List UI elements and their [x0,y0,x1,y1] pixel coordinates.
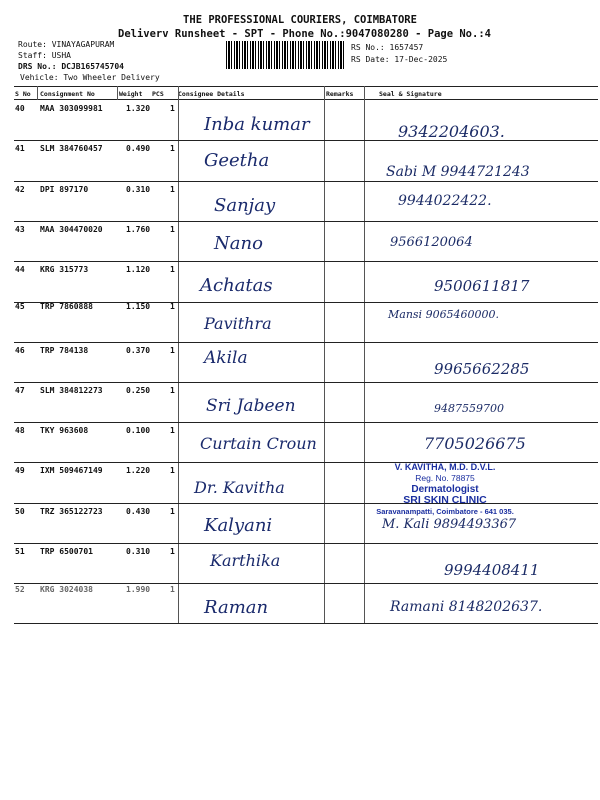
row-consignment-no: SLM 384760457 [40,144,103,153]
row-seal-signature: 9500611817 [434,277,530,295]
table-row [14,342,598,382]
row-consignee-handwriting: Dr. Kavitha [194,478,285,497]
row-seal-signature: 9994408411 [444,561,540,579]
stamp-name: V. KAVITHA, M.D. D.V.L. [394,462,496,472]
row-seal-signature: 9566120064 [390,235,473,250]
row-sno: 50 [15,507,25,516]
barcode-image [226,41,346,69]
col-header-pcs: PCS [152,90,164,98]
row-weight: 1.990 [126,585,151,594]
table-row [14,181,598,221]
row-seal-signature: 9965662285 [434,360,530,378]
row-consignment-no: TRP 6500701 [40,547,93,556]
runsheet-subtitle: Deliverv Runsheet - SPT - Phone No.:9047080280 - Page No.:4 [118,28,491,40]
row-seal-signature: Mansi 9065460000. [388,308,500,321]
col-header-consignment: Consignment No [40,90,95,98]
row-pcs: 1 [170,144,175,153]
row-weight: 0.310 [126,547,151,556]
row-consignment-no: TKY 963608 [40,426,89,435]
rs-number: RS No.: 1657457 [351,43,424,52]
table-row [14,261,598,301]
page-title: THE PROFESSIONAL COURIERS, COIMBATORE [183,14,417,26]
doctor-stamp [345,462,545,517]
row-consignee-handwriting: Pavithra [204,314,272,333]
stamp-reg-no: Reg. No. 78875 [415,473,475,483]
row-sno: 46 [15,346,25,355]
table-row [14,583,598,623]
table-row [14,221,598,261]
row-pcs: 1 [170,426,175,435]
col-header-remarks: Remarks [326,90,354,98]
row-seal-signature: 9487559700 [434,402,504,415]
row-consignment-no: DPI 897170 [40,185,89,194]
row-pcs: 1 [170,104,175,113]
row-sno: 44 [15,265,25,274]
table-row [14,140,598,180]
row-pcs: 1 [170,346,175,355]
row-consignee-handwriting: Raman [204,597,269,618]
row-consignee-handwriting: Curtain Croun [200,434,317,453]
row-weight: 1.220 [126,466,151,475]
table-row [14,422,598,462]
row-consignment-no: TRZ 365122723 [40,507,103,516]
row-pcs: 1 [170,302,175,311]
row-consignment-no: MAA 303099981 [40,104,103,113]
staff-label: Staff: USHA [18,51,71,60]
vehicle-label: Vehicle: Two Wheeler Delivery [20,73,160,82]
row-weight: 0.310 [126,185,151,194]
row-weight: 0.250 [126,386,151,395]
stamp-clinic: SRI SKIN CLINIC [403,494,487,506]
row-consignee-handwriting: Sanjay [214,195,276,216]
table-row [14,382,598,422]
col-header-weight: Weight [119,90,143,98]
row-weight: 0.490 [126,144,151,153]
row-consignee-handwriting: Sri Jabeen [206,396,296,416]
row-pcs: 1 [170,185,175,194]
table-top-border [14,86,598,87]
route-label: Route: VINAYAGAPURAM [18,40,115,49]
row-consignment-no: IXM 509467149 [40,466,103,475]
row-sno: 40 [15,104,25,113]
row-seal-signature: M. Kali 9894493367 [382,517,517,532]
row-sno: 49 [15,466,25,475]
row-sno: 42 [15,185,25,194]
table-row [14,543,598,583]
drs-number: DRS No.: DCJB165745704 [18,62,124,71]
col-divider [117,86,118,100]
col-header-seal: Seal & Signature [379,90,442,98]
row-sno: 52 [15,585,25,594]
row-consignment-no: KRG 3024038 [40,585,93,594]
stamp-address: Saravanampatti, Coimbatore - 641 035. [376,507,514,516]
stamp-title: Dermatologist [411,484,479,495]
row-pcs: 1 [170,265,175,274]
row-sno: 48 [15,426,25,435]
row-seal-signature: 9342204603. [398,122,505,141]
row-seal-signature: Sabi M 9944721243 [386,164,530,180]
row-consignee-handwriting: Geetha [204,150,270,171]
col-header-sno: S No [15,90,31,98]
row-sno: 51 [15,547,25,556]
row-pcs: 1 [170,507,175,516]
row-consignment-no: KRG 315773 [40,265,89,274]
row-consignment-no: TRP 784138 [40,346,89,355]
row-sno: 41 [15,144,25,153]
row-seal-signature: 7705026675 [424,434,526,453]
row-pcs: 1 [170,585,175,594]
row-pcs: 1 [170,386,175,395]
row-pcs: 1 [170,547,175,556]
row-seal-signature: Ramani 8148202637. [390,599,543,615]
table-bottom-border [14,623,598,624]
row-consignee-handwriting: Achatas [200,275,273,296]
row-pcs: 1 [170,225,175,234]
row-sno: 47 [15,386,25,395]
row-weight: 1.150 [126,302,151,311]
row-weight: 0.370 [126,346,151,355]
row-weight: 1.760 [126,225,151,234]
row-weight: 0.100 [126,426,151,435]
row-consignee-handwriting: Inba kumar [204,114,310,135]
rs-date: RS Date: 17-Dec-2025 [351,55,448,64]
row-consignee-handwriting: Nano [214,233,263,254]
row-consignee-handwriting: Akila [204,348,248,368]
row-consignee-handwriting: Karthika [210,551,281,570]
col-divider [37,86,38,100]
row-consignment-no: MAA 304470020 [40,225,103,234]
row-weight: 1.320 [126,104,151,113]
row-sno: 43 [15,225,25,234]
row-pcs: 1 [170,466,175,475]
col-header-consignee: Consignee Details [178,90,245,98]
row-consignment-no: TRP 7860888 [40,302,93,311]
table-row [14,100,598,140]
row-weight: 1.120 [126,265,151,274]
row-sno: 45 [15,302,25,311]
row-seal-signature: 9944022422. [398,193,492,209]
row-weight: 0.430 [126,507,151,516]
row-consignee-handwriting: Kalyani [204,515,273,536]
table-row [14,302,598,342]
row-consignment-no: SLM 384812273 [40,386,103,395]
